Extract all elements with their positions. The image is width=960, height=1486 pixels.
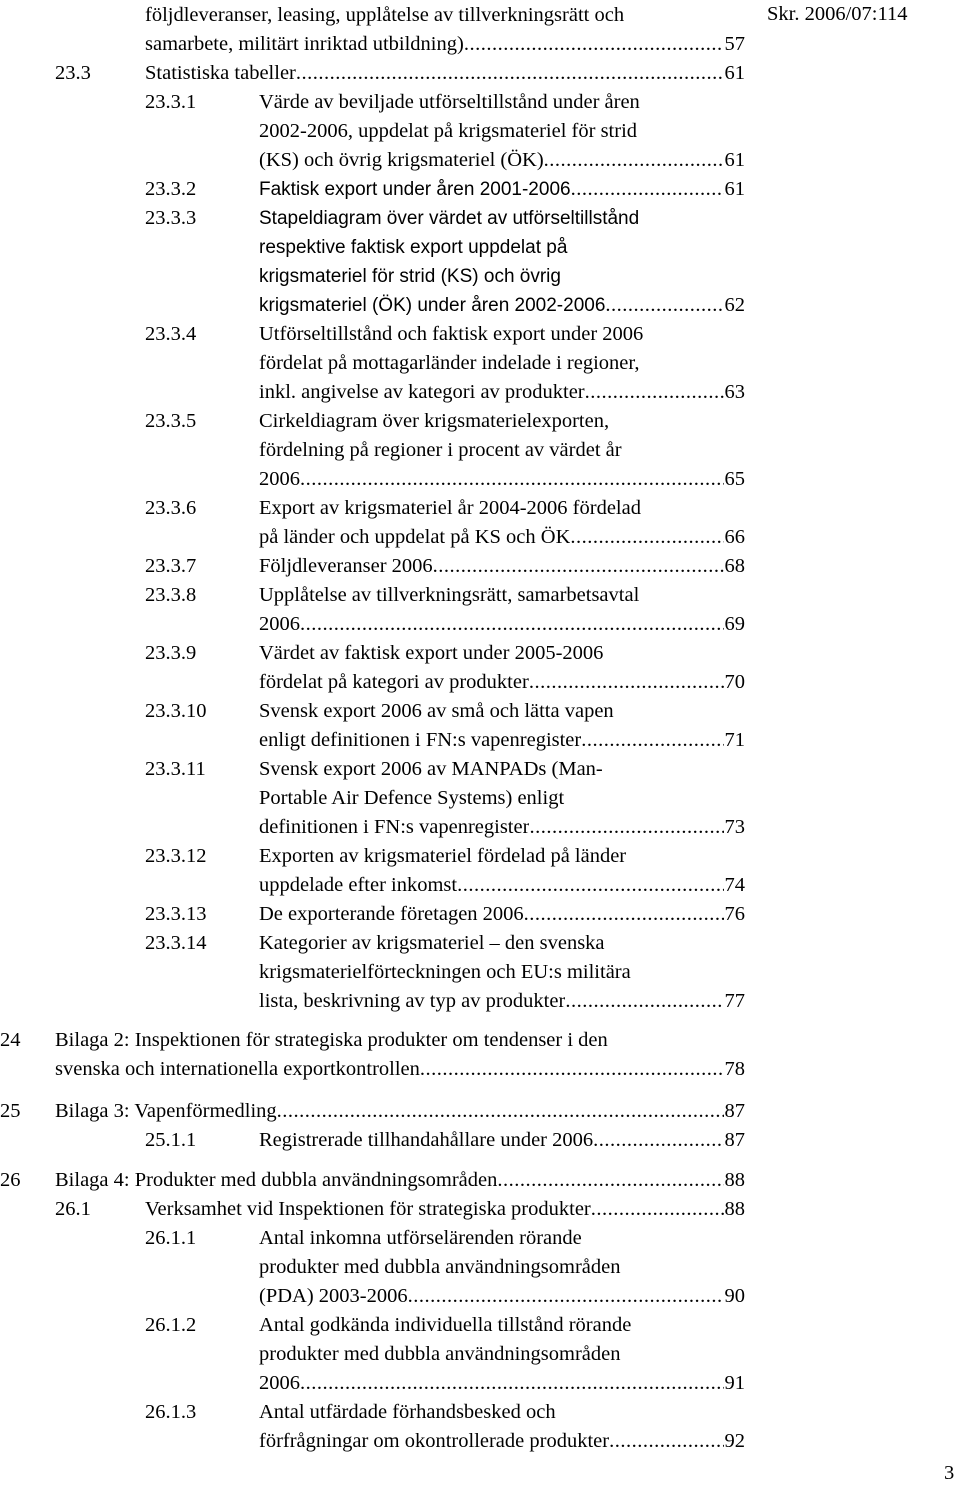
toc-entry-title-line: förfrågningar om okontrollerade produkter	[259, 1430, 610, 1452]
dot-leader	[565, 987, 723, 1016]
toc-entry-title-line: Registrerade tillhandahållare under 2006	[259, 1129, 594, 1151]
toc-entry-title-line: fördelat på mottagarländer indelade i regioner,	[259, 352, 640, 374]
toc-entry-title-line: Export av krigsmateriel år 2004-2006 fördelad	[259, 497, 641, 519]
dot-leader	[544, 146, 724, 175]
toc-entry-number: 23.3.13	[145, 903, 207, 925]
toc-entry-title-line: Bilaga 3: Vapenförmedling	[55, 1100, 277, 1122]
toc-entry-page-number: 87	[724, 1129, 745, 1151]
toc-entry-title-line: 2006	[259, 468, 300, 490]
toc-entry-title-line: Stapeldiagram över värdet av utförseltillstånd	[259, 208, 640, 229]
toc-entry-page-number: 74	[724, 874, 745, 896]
toc-entry-title-line: Kategorier av krigsmateriel – den svenska	[259, 932, 605, 954]
toc-entry-title-line: Följdleveranser 2006	[259, 555, 433, 577]
toc-entry-number: 23.3.9	[145, 642, 197, 664]
toc-entry-title-line: Faktisk export under åren 2001-2006	[259, 179, 571, 200]
dot-leader	[591, 1195, 724, 1224]
toc-entry-title-line: på länder och uppdelat på KS och ÖK	[259, 526, 571, 548]
toc-entry-page-number: 76	[724, 903, 745, 925]
toc-entry-title	[259, 639, 745, 697]
toc-entry-title-line: produkter med dubbla användningsområden	[259, 1343, 621, 1365]
toc-entry-title-line: (KS) och övrig krigsmateriel (ÖK)	[259, 149, 544, 171]
toc-entry-number: 23.3.4	[145, 323, 197, 345]
toc-entry-title	[259, 1398, 745, 1456]
toc-entry-title-line: lista, beskrivning av typ av produkter	[259, 990, 566, 1012]
dot-leader	[585, 378, 724, 407]
toc-entry-title-line: fördelat på kategori av produkter	[259, 671, 529, 693]
toc-entry-title-line: respektive faktisk export uppdelat på	[259, 237, 568, 258]
toc-entry-title	[259, 494, 745, 552]
dot-leader	[464, 30, 724, 59]
toc-entry-title-line: uppdelade efter inkomst	[259, 874, 458, 896]
dot-leader	[605, 291, 723, 320]
toc-entry-page-number: 62	[724, 294, 745, 316]
toc-entry-title	[259, 1126, 745, 1155]
toc-entry-page-number: 63	[724, 381, 745, 403]
toc-entry-title-line: definitionen i FN:s vapenregister	[259, 816, 530, 838]
toc-entry-page-number: 61	[724, 178, 745, 200]
toc-entry-title-line: inkl. angivelse av kategori av produkter	[259, 381, 585, 403]
toc-entry-page-number: 69	[724, 613, 745, 635]
toc-entry-page-number: 61	[724, 149, 745, 171]
dot-leader	[570, 523, 723, 552]
dot-leader	[300, 465, 724, 494]
dot-leader	[433, 552, 724, 581]
toc-entry-title-line: Svensk export 2006 av MANPADs (Man-	[259, 758, 603, 780]
dot-leader	[571, 175, 724, 204]
toc-entry-number: 23.3.5	[145, 410, 197, 432]
toc-entry-number: 25.1.1	[145, 1129, 197, 1151]
toc-entry-title	[259, 204, 745, 320]
toc-entry-number: 23.3.3	[145, 207, 197, 229]
toc-entry-number: 23.3.6	[145, 497, 197, 519]
toc-entry-title	[145, 59, 745, 88]
toc-entry-number: 26	[0, 1169, 21, 1191]
toc-entry-number: 23.3.2	[145, 178, 197, 200]
document-reference: Skr. 2006/07:114	[767, 3, 908, 25]
toc-entry-page-number: 91	[724, 1372, 745, 1394]
toc-entry-title	[259, 755, 745, 842]
toc-entry-number: 23.3.8	[145, 584, 197, 606]
toc-entry-page-number: 65	[724, 468, 745, 490]
toc-entry-title-line: De exporterande företagen 2006	[259, 903, 524, 925]
dot-leader	[609, 1427, 723, 1456]
toc-entry-number: 23.3.14	[145, 932, 207, 954]
toc-entry-page-number: 87	[724, 1100, 745, 1122]
toc-entry-page-number: 57	[724, 33, 745, 55]
toc-entry-title-line: Antal utfärdade förhandsbesked och	[259, 1401, 556, 1423]
toc-entry-title-line: Bilaga 2: Inspektionen för strategiska produkter om tendenser i den	[55, 1029, 608, 1051]
toc-entry-page-number: 88	[724, 1198, 745, 1220]
toc-entry-title-line: Portable Air Defence Systems) enligt	[259, 787, 565, 809]
toc-entry-title	[259, 88, 745, 175]
toc-entry-title-line: Svensk export 2006 av små och lätta vapen	[259, 700, 614, 722]
toc-entry-page-number: 70	[724, 671, 745, 693]
toc-entry-number: 26.1.1	[145, 1227, 197, 1249]
toc-entry-title	[259, 929, 745, 1016]
toc-entry-title-line: Cirkeldiagram över krigsmaterielexporten,	[259, 410, 610, 432]
toc-entry-title	[259, 1311, 745, 1398]
toc-entry-title-line: 2002-2006, uppdelat på krigsmateriel för strid	[259, 120, 638, 142]
toc-entry-title-line: Statistiska tabeller	[145, 62, 296, 84]
toc-entry-title-line: följdleveranser, leasing, upplåtelse av tillverkningsrätt och	[145, 4, 625, 26]
dot-leader	[296, 59, 724, 88]
dot-leader	[408, 1282, 724, 1311]
toc-entry-title-line: (PDA) 2003-2006	[259, 1285, 408, 1307]
toc-entry-page-number: 68	[724, 555, 745, 577]
toc-entry-page-number: 88	[724, 1169, 745, 1191]
toc-entry-title	[55, 1026, 745, 1084]
toc-entry-title	[55, 1097, 745, 1126]
toc-entry-title	[259, 697, 745, 755]
dot-leader	[457, 871, 723, 900]
toc-entry-title-line: Värdet av faktisk export under 2005-2006	[259, 642, 604, 664]
toc-entry-title-line: Bilaga 4: Produkter med dubbla användningsområden	[55, 1169, 498, 1191]
dot-leader	[277, 1097, 724, 1126]
toc-entry-title	[145, 1, 745, 59]
toc-entry-number: 23.3.7	[145, 555, 197, 577]
dot-leader	[300, 1369, 724, 1398]
toc-entry-page-number: 71	[724, 729, 745, 751]
toc-entry-title-line: Antal inkomna utförselärenden rörande	[259, 1227, 582, 1249]
toc-entry-title	[259, 900, 745, 929]
toc-entry-title-line: svenska och internationella exportkontrollen	[55, 1058, 420, 1080]
toc-entry-page-number: 92	[724, 1430, 745, 1452]
toc-entry-title	[259, 581, 745, 639]
toc-entry-number: 25	[0, 1100, 21, 1122]
toc-entry-number: 26.1.2	[145, 1314, 197, 1336]
page-number: 3	[944, 1462, 955, 1484]
toc-entry-page-number: 78	[724, 1058, 745, 1080]
toc-entry-page-number: 66	[724, 526, 745, 548]
toc-entry-number: 23.3.1	[145, 91, 197, 113]
toc-entry-page-number: 77	[724, 990, 745, 1012]
toc-entry-title	[259, 175, 745, 204]
toc-entry-title-line: Exporten av krigsmateriel fördelad på länder	[259, 845, 627, 867]
toc-entry-number: 23.3.10	[145, 700, 207, 722]
dot-leader	[300, 610, 724, 639]
dot-leader	[497, 1166, 723, 1195]
toc-entry-title-line: Verksamhet vid Inspektionen för strategiska produkter	[145, 1198, 591, 1220]
toc-entry-title	[55, 1166, 745, 1195]
dot-leader	[420, 1055, 724, 1084]
toc-entry-title-line: 2006	[259, 613, 300, 635]
toc-entry-number: 23.3.12	[145, 845, 207, 867]
toc-entry-title-line: krigsmateriel för strid (KS) och övrig	[259, 266, 561, 287]
toc-entry-title	[259, 407, 745, 494]
toc-entry-title	[259, 842, 745, 900]
toc-entry-title	[259, 552, 745, 581]
toc-entry-number: 26.1.3	[145, 1401, 197, 1423]
toc-entry-number: 26.1	[55, 1198, 91, 1220]
dot-leader	[581, 726, 723, 755]
toc-entry-title-line: produkter med dubbla användningsområden	[259, 1256, 621, 1278]
toc-entry-title-line: Upplåtelse av tillverkningsrätt, samarbetsavtal	[259, 584, 640, 606]
toc-entry-number: 24	[0, 1029, 21, 1051]
dot-leader	[529, 668, 724, 697]
toc-entry-page-number: 73	[724, 816, 745, 838]
dot-leader	[529, 813, 723, 842]
toc-entry-title	[145, 1195, 745, 1224]
toc-entry-title-line: Värde av beviljade utförseltillstånd under åren	[259, 91, 640, 113]
toc-entry-number: 23.3	[55, 62, 91, 84]
toc-entry-title-line: enligt definitionen i FN:s vapenregister	[259, 729, 582, 751]
toc-entry-title-line: krigsmateriel (ÖK) under åren 2002-2006	[259, 295, 606, 316]
toc-entry-title-line: krigsmaterielförteckningen och EU:s militära	[259, 961, 631, 983]
toc-entry-page-number: 61	[724, 62, 745, 84]
toc-entry-title-line: samarbete, militärt inriktad utbildning)	[145, 33, 464, 55]
toc-entry-title-line: fördelning på regioner i procent av värdet år	[259, 439, 622, 461]
toc-entry-title	[259, 1224, 745, 1311]
toc-entry-number: 23.3.11	[145, 758, 206, 780]
toc-entry-title-line: 2006	[259, 1372, 300, 1394]
toc-entry-title-line: Antal godkända individuella tillstånd rörande	[259, 1314, 632, 1336]
toc-entry-title	[259, 320, 745, 407]
dot-leader	[524, 900, 724, 929]
toc-entry-title-line: Utförseltillstånd och faktisk export under 2006	[259, 323, 644, 345]
toc-entry-page-number: 90	[724, 1285, 745, 1307]
dot-leader	[593, 1126, 723, 1155]
